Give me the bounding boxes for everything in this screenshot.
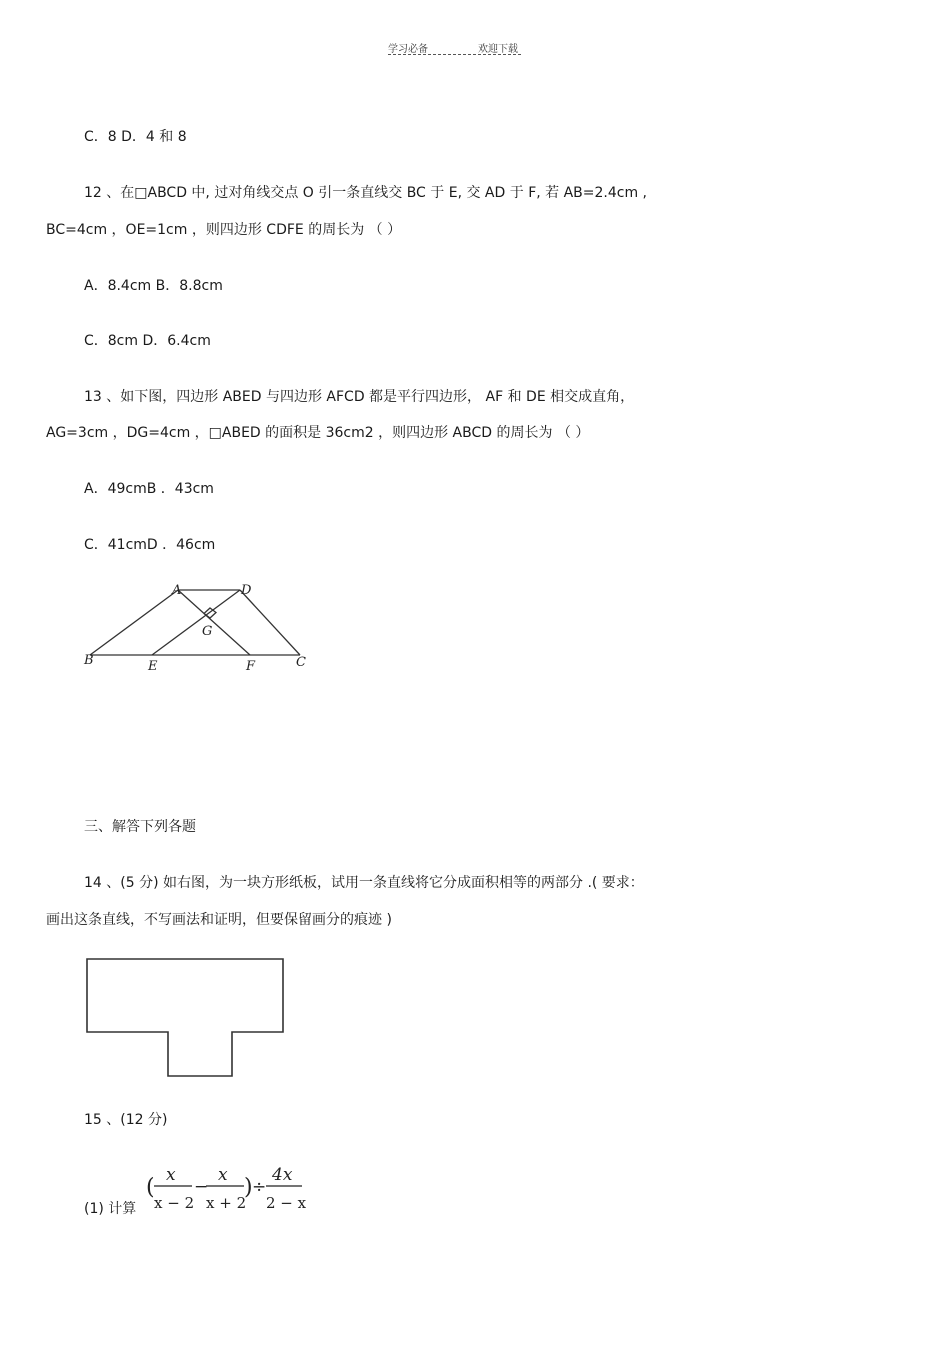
- q12-line1: 12 、在□ABCD 中, 过对角线交点 O 引一条直线交 BC 于 E, 交 AD 于 F, 若 AB=2.4cm ,: [84, 185, 648, 201]
- q11-options-cd: C．8 D．4 和 8: [84, 129, 187, 145]
- q12-options-cd: C．8cm D．6.4cm: [84, 333, 211, 349]
- segment-af: [178, 590, 250, 655]
- svg-text:(: (: [146, 1175, 155, 1200]
- label-d: D: [241, 583, 252, 598]
- q12-line2: BC=4cm ，OE=1cm ，则四边形 CDFE 的周长为 （ ）: [46, 222, 402, 238]
- segment-dc: [240, 590, 300, 655]
- frac1-denominator: x − 2: [154, 1194, 195, 1212]
- q13-options-cd: C．41cmD ．46cm: [84, 537, 216, 553]
- division-sign: ÷: [252, 1177, 267, 1197]
- label-c: C: [296, 655, 306, 670]
- q13-geometry-figure: [80, 582, 320, 682]
- q15-expression: [146, 1160, 306, 1220]
- minus-sign: −: [194, 1177, 209, 1197]
- q13-line2: AG=3cm ，DG=4cm ，□ABED 的面积是 36cm2 ，则四边形 ABCD 的周长为 （ ）: [46, 425, 590, 441]
- q15-part1-label: (1) 计算: [84, 1201, 137, 1217]
- header-divider: [388, 54, 521, 55]
- header-left: 学习必备: [388, 44, 428, 55]
- frac3-numerator: 4x: [272, 1165, 293, 1185]
- q14-line1: 14 、(5 分) 如右图，为一块方形纸板，试用一条直线将它分成面积相等的两部分 .( 要求：: [84, 875, 644, 891]
- q15-title: 15 、(12 分): [84, 1112, 168, 1128]
- label-f: F: [246, 659, 256, 674]
- frac2-numerator: x: [218, 1165, 228, 1185]
- label-e: E: [148, 659, 158, 674]
- q14-line2: 画出这条直线，不写画法和证明，但要保留画分的痕迹 ): [46, 912, 392, 928]
- svg-text:): ): [244, 1175, 253, 1200]
- q14-cardboard-figure: [86, 958, 286, 1078]
- frac1-numerator: x: [166, 1165, 176, 1185]
- label-b: B: [84, 653, 94, 668]
- q13-line1: 13 、如下图，四边形 ABED 与四边形 AFCD 都是平行四边形， AF 和 DE 相交成直角，: [84, 389, 635, 405]
- label-a: A: [172, 583, 182, 598]
- q12-options-ab: A．8.4cm B．8.8cm: [84, 278, 223, 294]
- frac2-denominator: x + 2: [206, 1194, 247, 1212]
- q13-options-ab: A．49cmB ．43cm: [84, 481, 214, 497]
- frac3-denominator: 2 − x: [266, 1194, 307, 1212]
- section3-title: 三、解答下列各题: [84, 819, 196, 835]
- label-g: G: [202, 624, 213, 639]
- header-right: 欢迎下载: [478, 44, 518, 55]
